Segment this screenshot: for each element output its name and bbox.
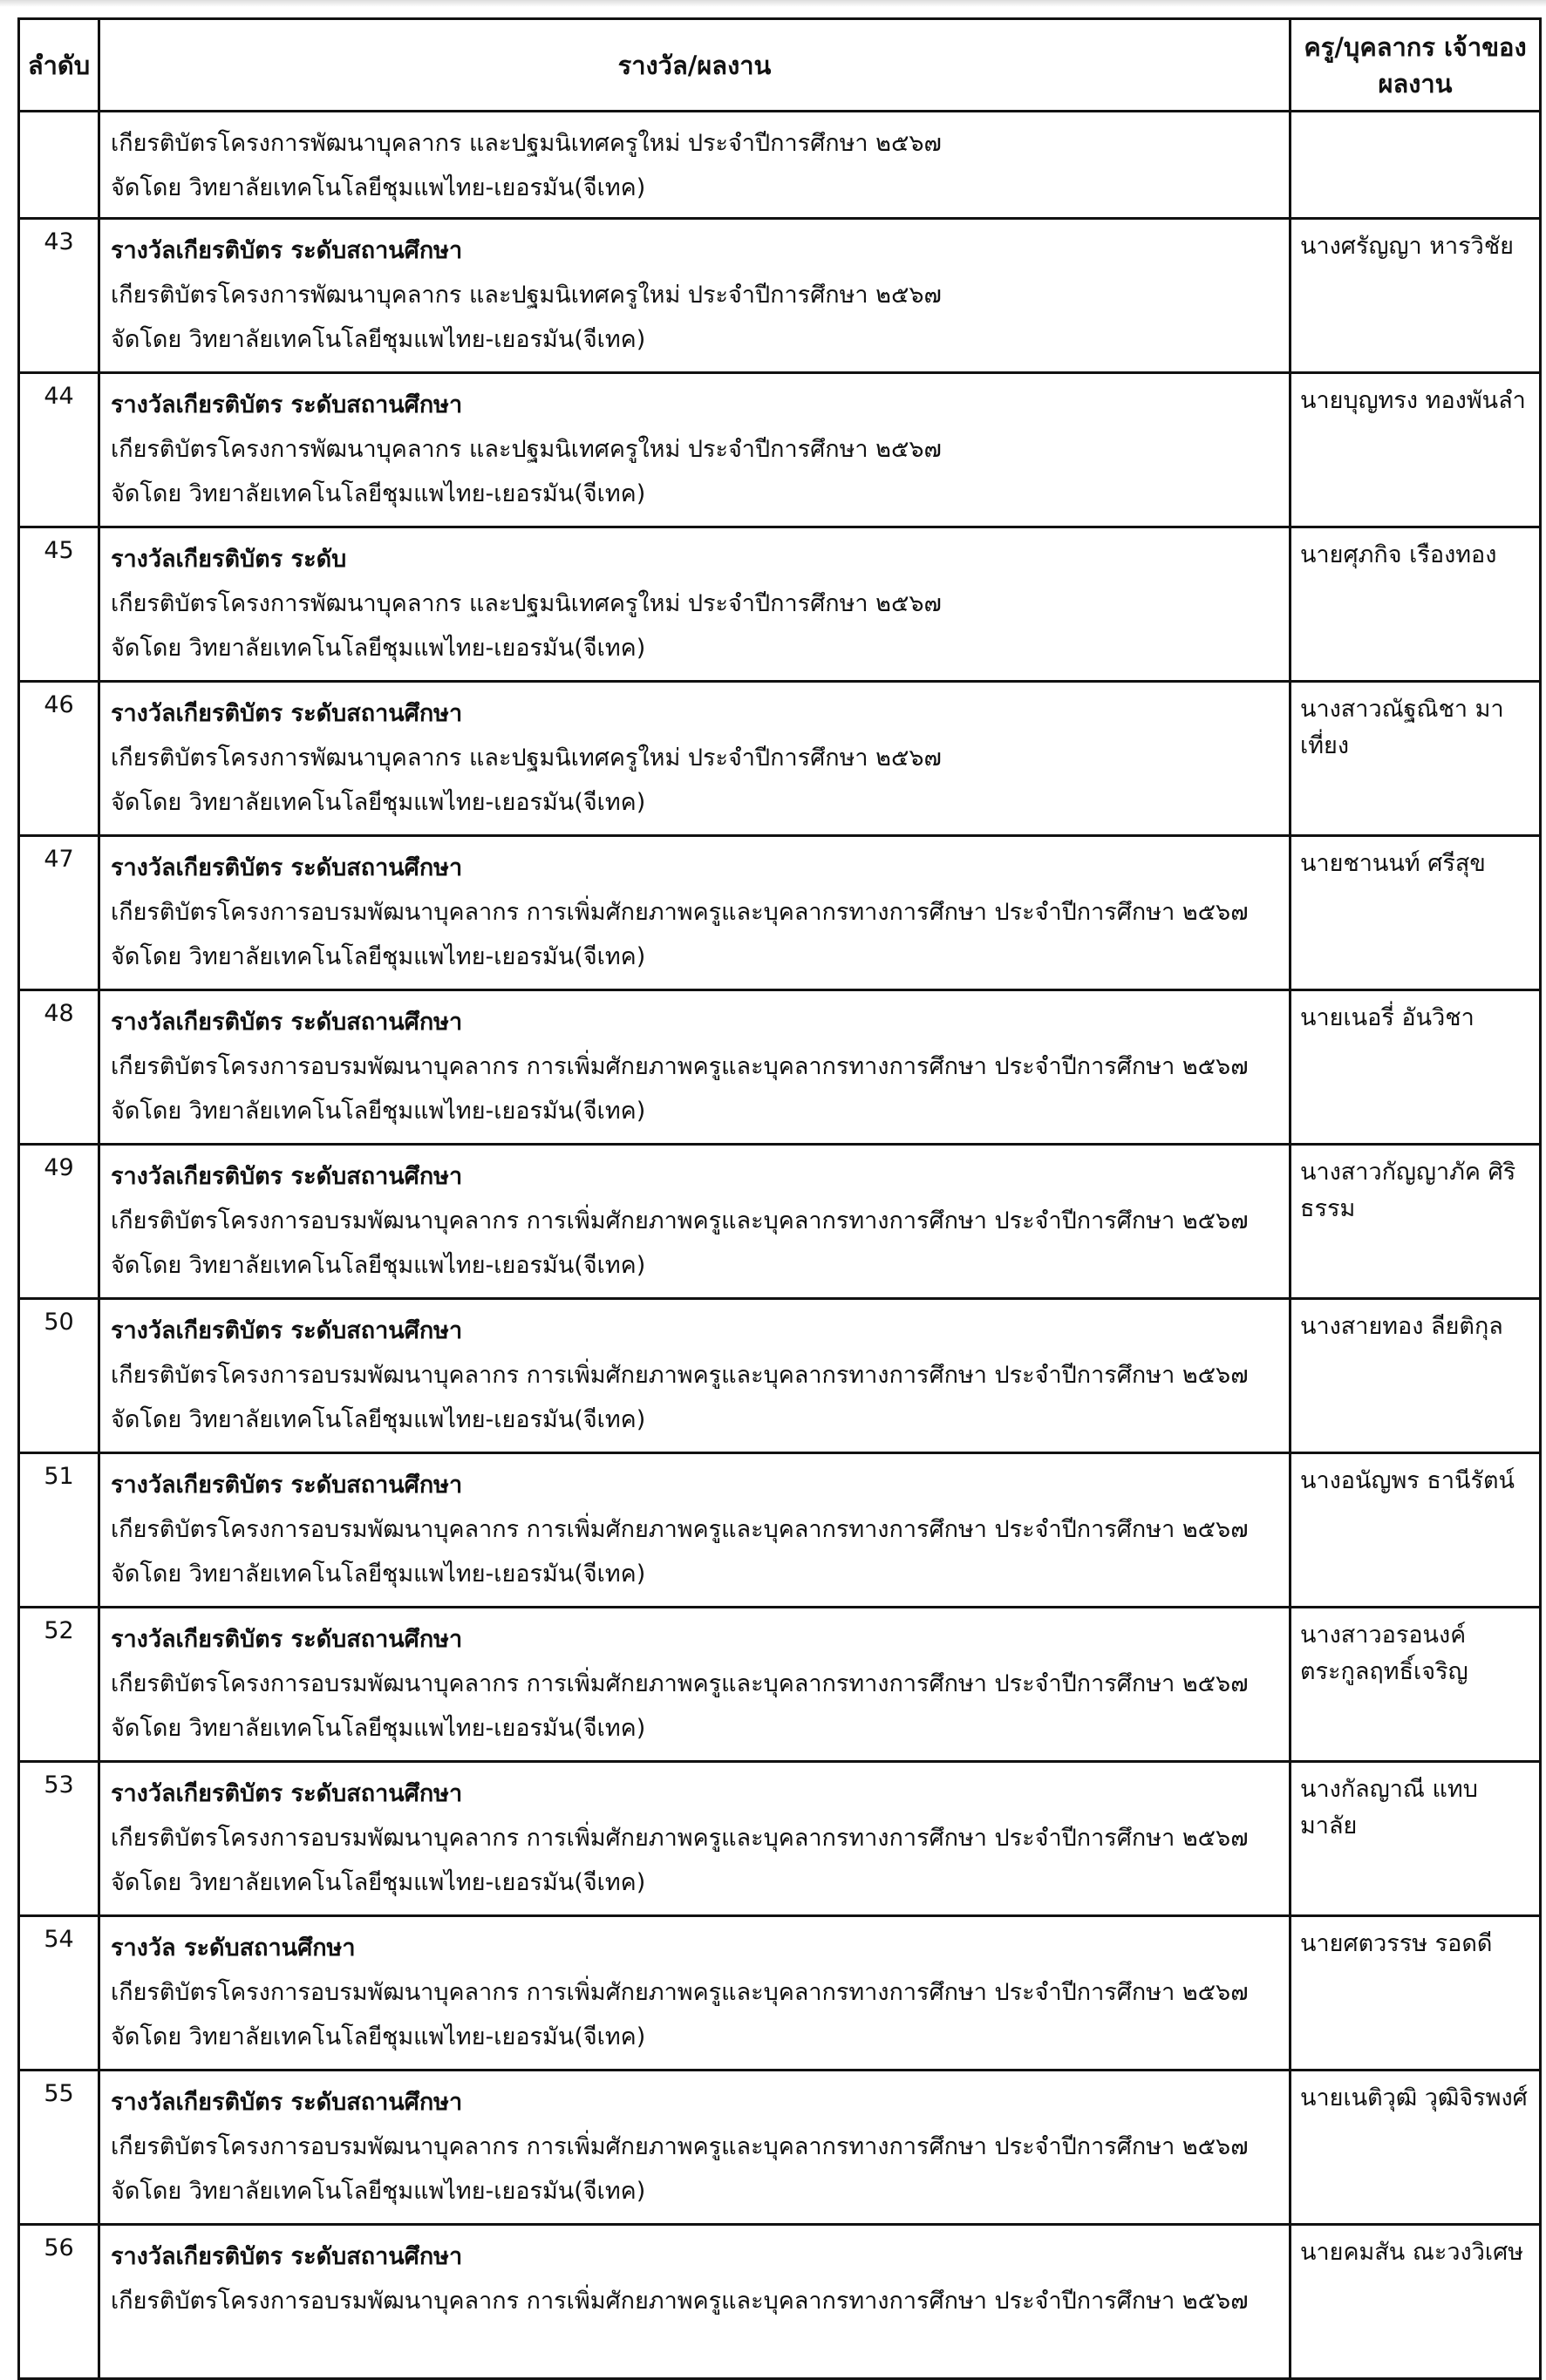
row-owner: นางสาวณัฐณิชา มาเที่ยง — [1291, 682, 1541, 836]
award-organizer: จัดโดย วิทยาลัยเทคโนโลยีชุมแพไทย-เยอรมัน(จีเทค) — [111, 943, 646, 970]
table-row — [19, 1608, 1541, 1762]
row-index: 53 — [19, 1762, 99, 1916]
row-owner: นายเนติวุฒิ วุฒิจิรพงศ์ — [1291, 2071, 1541, 2225]
row-award — [99, 373, 1291, 527]
table-row — [19, 1762, 1541, 1916]
award-description: เกียรติบัตรโครงการอบรมพัฒนาบุคลากร การเพิ่มศักยภาพครูและบุคลากรทางการศึกษา ประจำปีการศึกษา ๒๕๖๗ — [111, 2288, 1249, 2315]
table-row — [19, 1453, 1541, 1608]
award-organizer: จัดโดย วิทยาลัยเทคโนโลยีชุมแพไทย-เยอรมัน(จีเทค) — [111, 1715, 646, 1742]
row-award — [99, 1916, 1291, 2071]
table-row — [19, 836, 1541, 990]
award-organizer: จัดโดย วิทยาลัยเทคโนโลยีชุมแพไทย-เยอรมัน(จีเทค) — [111, 789, 646, 816]
row-index: 49 — [19, 1145, 99, 1299]
row-award — [99, 219, 1291, 373]
table-row — [19, 2071, 1541, 2225]
row-award — [99, 1453, 1291, 1608]
award-title: รางวัลเกียรติบัตร ระดับสถานศึกษา — [111, 1317, 463, 1344]
row-award — [99, 2071, 1291, 2225]
page-top-edge — [0, 0, 1546, 7]
award-title: รางวัลเกียรติบัตร ระดับสถานศึกษา — [111, 1780, 463, 1807]
row-award — [99, 527, 1291, 682]
header-owner: ครู/บุคลากร เจ้าของผลงาน — [1291, 19, 1541, 112]
award-description: เกียรติบัตรโครงการพัฒนาบุคลากร และปฐมนิเทศครูใหม่ ประจำปีการศึกษา ๒๕๖๗ — [111, 436, 942, 463]
row-index: 45 — [19, 527, 99, 682]
award-title: รางวัลเกียรติบัตร ระดับสถานศึกษา — [111, 391, 463, 418]
awards-table — [17, 17, 1542, 2380]
header-award: รางวัล/ผลงาน — [99, 19, 1291, 112]
award-description: เกียรติบัตรโครงการอบรมพัฒนาบุคลากร การเพิ่มศักยภาพครูและบุคลากรทางการศึกษา ประจำปีการศึกษา ๒๕๖๗ — [111, 1825, 1249, 1852]
row-award — [99, 682, 1291, 836]
award-description: เกียรติบัตรโครงการอบรมพัฒนาบุคลากร การเพิ่มศักยภาพครูและบุคลากรทางการศึกษา ประจำปีการศึกษา ๒๕๖๗ — [111, 1670, 1249, 1697]
award-title: รางวัลเกียรติบัตร ระดับสถานศึกษา — [111, 1626, 463, 1653]
row-award — [99, 112, 1291, 219]
table-row — [19, 1145, 1541, 1299]
award-title: รางวัลเกียรติบัตร ระดับสถานศึกษา — [111, 2243, 463, 2270]
award-title: รางวัลเกียรติบัตร ระดับสถานศึกษา — [111, 237, 463, 264]
header-index: ลำดับ — [19, 19, 99, 112]
row-owner: นางกัลญาณี แทบมาลัย — [1291, 1762, 1541, 1916]
table-row — [19, 1299, 1541, 1453]
table-row — [19, 373, 1541, 527]
table-row — [19, 527, 1541, 682]
row-index: 51 — [19, 1453, 99, 1608]
row-owner: นายศุภกิจ เรืองทอง — [1291, 527, 1541, 682]
award-organizer: จัดโดย วิทยาลัยเทคโนโลยีชุมแพไทย-เยอรมัน(จีเทค) — [111, 1252, 646, 1279]
award-organizer: จัดโดย วิทยาลัยเทคโนโลยีชุมแพไทย-เยอรมัน(จีเทค) — [111, 1098, 646, 1125]
row-index: 46 — [19, 682, 99, 836]
row-award — [99, 1608, 1291, 1762]
award-title: รางวัลเกียรติบัตร ระดับ — [111, 546, 347, 573]
table-row — [19, 2225, 1541, 2379]
row-index: 52 — [19, 1608, 99, 1762]
award-organizer: จัดโดย วิทยาลัยเทคโนโลยีชุมแพไทย-เยอรมัน(จีเทค) — [111, 1869, 646, 1896]
row-award — [99, 1145, 1291, 1299]
award-description: เกียรติบัตรโครงการพัฒนาบุคลากร และปฐมนิเทศครูใหม่ ประจำปีการศึกษา ๒๕๖๗ — [111, 130, 942, 157]
award-organizer: จัดโดย วิทยาลัยเทคโนโลยีชุมแพไทย-เยอรมัน(จีเทค) — [111, 326, 646, 353]
row-index: 50 — [19, 1299, 99, 1453]
table-row — [19, 219, 1541, 373]
row-index: 43 — [19, 219, 99, 373]
row-owner: นางสาวกัญญาภัค ศิริธรรม — [1291, 1145, 1541, 1299]
award-organizer: จัดโดย วิทยาลัยเทคโนโลยีชุมแพไทย-เยอรมัน(จีเทค) — [111, 1561, 646, 1588]
award-title: รางวัลเกียรติบัตร ระดับสถานศึกษา — [111, 1009, 463, 1036]
row-index: 55 — [19, 2071, 99, 2225]
row-owner: นายเนอรี่ อันวิชา — [1291, 990, 1541, 1145]
row-owner: นายชานนท์ ศรีสุข — [1291, 836, 1541, 990]
award-description: เกียรติบัตรโครงการอบรมพัฒนาบุคลากร การเพิ่มศักยภาพครูและบุคลากรทางการศึกษา ประจำปีการศึกษา ๒๕๖๗ — [111, 1516, 1249, 1543]
row-award — [99, 836, 1291, 990]
table-row-continued — [19, 112, 1541, 219]
award-description: เกียรติบัตรโครงการพัฒนาบุคลากร และปฐมนิเทศครูใหม่ ประจำปีการศึกษา ๒๕๖๗ — [111, 745, 942, 772]
award-title: รางวัล ระดับสถานศึกษา — [111, 1935, 356, 1962]
award-description: เกียรติบัตรโครงการอบรมพัฒนาบุคลากร การเพิ่มศักยภาพครูและบุคลากรทางการศึกษา ประจำปีการศึกษา ๒๕๖๗ — [111, 1362, 1249, 1389]
row-owner: นายบุญทรง ทองพันลำ — [1291, 373, 1541, 527]
award-description: เกียรติบัตรโครงการอบรมพัฒนาบุคลากร การเพิ่มศักยภาพครูและบุคลากรทางการศึกษา ประจำปีการศึกษา ๒๕๖๗ — [111, 1053, 1249, 1080]
award-title: รางวัลเกียรติบัตร ระดับสถานศึกษา — [111, 854, 463, 881]
row-index: 48 — [19, 990, 99, 1145]
row-award — [99, 990, 1291, 1145]
row-award — [99, 1299, 1291, 1453]
row-owner: นางศรัญญา หารวิชัย — [1291, 219, 1541, 373]
award-organizer: จัดโดย วิทยาลัยเทคโนโลยีชุมแพไทย-เยอรมัน(จีเทค) — [111, 1406, 646, 1433]
row-index: 56 — [19, 2225, 99, 2379]
row-index: 44 — [19, 373, 99, 527]
award-description: เกียรติบัตรโครงการอบรมพัฒนาบุคลากร การเพิ่มศักยภาพครูและบุคลากรทางการศึกษา ประจำปีการศึกษา ๒๕๖๗ — [111, 1979, 1249, 2006]
row-award — [99, 2225, 1291, 2379]
row-owner: นางสายทอง ลียติกุล — [1291, 1299, 1541, 1453]
row-index: 54 — [19, 1916, 99, 2071]
award-organizer: จัดโดย วิทยาลัยเทคโนโลยีชุมแพไทย-เยอรมัน(จีเทค) — [111, 2178, 646, 2205]
award-title: รางวัลเกียรติบัตร ระดับสถานศึกษา — [111, 2089, 463, 2116]
award-organizer: จัดโดย วิทยาลัยเทคโนโลยีชุมแพไทย-เยอรมัน(จีเทค) — [111, 635, 646, 662]
award-description: เกียรติบัตรโครงการอบรมพัฒนาบุคลากร การเพิ่มศักยภาพครูและบุคลากรทางการศึกษา ประจำปีการศึกษา ๒๕๖๗ — [111, 1207, 1249, 1234]
award-title: รางวัลเกียรติบัตร ระดับสถานศึกษา — [111, 1472, 463, 1499]
award-organizer: จัดโดย วิทยาลัยเทคโนโลยีชุมแพไทย-เยอรมัน(จีเทค) — [111, 480, 646, 507]
award-title: รางวัลเกียรติบัตร ระดับสถานศึกษา — [111, 700, 463, 727]
row-index — [19, 112, 99, 219]
award-description: เกียรติบัตรโครงการอบรมพัฒนาบุคลากร การเพิ่มศักยภาพครูและบุคลากรทางการศึกษา ประจำปีการศึกษา ๒๕๖๗ — [111, 2133, 1249, 2160]
table-row — [19, 682, 1541, 836]
award-description: เกียรติบัตรโครงการอบรมพัฒนาบุคลากร การเพิ่มศักยภาพครูและบุคลากรทางการศึกษา ประจำปีการศึกษา ๒๕๖๗ — [111, 899, 1249, 926]
award-organizer: จัดโดย วิทยาลัยเทคโนโลยีชุมแพไทย-เยอรมัน(จีเทค) — [111, 2023, 646, 2050]
award-description: เกียรติบัตรโครงการพัฒนาบุคลากร และปฐมนิเทศครูใหม่ ประจำปีการศึกษา ๒๕๖๗ — [111, 590, 942, 617]
row-owner: นางสาวอรอนงค์ ตระกูลฤทธิ์เจริญ — [1291, 1608, 1541, 1762]
table-row — [19, 990, 1541, 1145]
row-owner: นายศตวรรษ รอดดี — [1291, 1916, 1541, 2071]
row-index: 47 — [19, 836, 99, 990]
table-row — [19, 1916, 1541, 2071]
row-owner: นางอนัญพร ธานีรัตน์ — [1291, 1453, 1541, 1608]
row-owner — [1291, 112, 1541, 219]
award-title: รางวัลเกียรติบัตร ระดับสถานศึกษา — [111, 1163, 463, 1190]
award-description: เกียรติบัตรโครงการพัฒนาบุคลากร และปฐมนิเทศครูใหม่ ประจำปีการศึกษา ๒๕๖๗ — [111, 282, 942, 309]
row-award — [99, 1762, 1291, 1916]
award-organizer: จัดโดย วิทยาลัยเทคโนโลยีชุมแพไทย-เยอรมัน(จีเทค) — [111, 174, 646, 201]
row-owner: นายคมสัน ณะวงวิเศษ — [1291, 2225, 1541, 2379]
table-header-row — [19, 19, 1541, 112]
